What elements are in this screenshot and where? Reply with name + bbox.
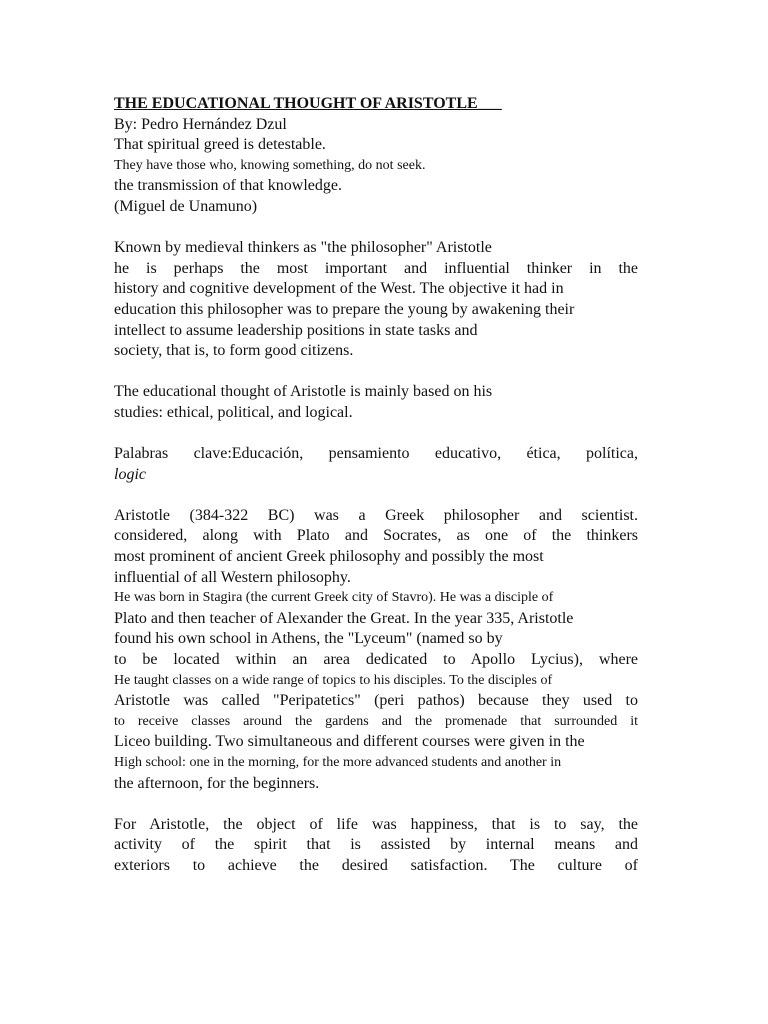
bio-line: the afternoon, for the beginners. [114, 774, 320, 792]
intro-line: education this philosopher was to prepare the young by awakening their [114, 300, 575, 318]
basis-line: The educational thought of Aristotle is mainly based on his [114, 383, 493, 401]
bio-line: influential of all Western philosophy. [114, 568, 351, 586]
intro-line: society, that is, to form good citizens. [114, 342, 354, 360]
epigraph-attribution: (Miguel de Unamuno) [114, 197, 258, 215]
intro-line: intellect to assume leadership positions in state tasks and [114, 321, 478, 339]
bio-line: found his own school in Athens, the "Lyceum" (named so by [114, 630, 503, 648]
paragraph-gap [114, 794, 638, 815]
keywords-line: logic [114, 465, 146, 483]
bio-line: to receive classes around the gardens and the promenade that surrounded it [114, 713, 638, 729]
bio-line: to be located within an area dedicated to Apollo Lycius), where [114, 651, 638, 669]
paragraph-gap [114, 485, 638, 506]
keywords-line: Palabras clave:Educación, pensamiento educativo, ética, política, [114, 445, 638, 463]
paragraph-gap [114, 362, 638, 383]
document-body [114, 94, 638, 877]
paragraph-gap [114, 218, 638, 239]
intro-line: he is perhaps the most important and influential thinker in the [114, 259, 638, 277]
bio-line: most prominent of ancient Greek philosophy and possibly the most [114, 548, 544, 566]
bio-line: Liceo building. Two simultaneous and different courses were given in the [114, 733, 585, 751]
happiness-line: exteriors to achieve the desired satisfaction. The culture of [114, 856, 638, 874]
epigraph-line: the transmission of that knowledge. [114, 177, 342, 195]
basis-line: studies: ethical, political, and logical. [114, 403, 353, 421]
bio-line: He was born in Stagira (the current Greek city of Stavro). He was a disciple of [114, 590, 554, 606]
bio-line: He taught classes on a wide range of topics to his disciples. To the disciples of [114, 672, 553, 688]
bio-line: Aristotle was called "Peripatetics" (peri pathos) because they used to [114, 692, 638, 710]
happiness-line: activity of the spirit that is assisted by internal means and [114, 836, 638, 854]
bio-line: Aristotle (384-322 BC) was a Greek philosopher and scientist. [114, 506, 638, 524]
bio-line: considered, along with Plato and Socrates, as one of the thinkers [114, 527, 638, 545]
paragraph-gap [114, 424, 638, 445]
bio-line: High school: one in the morning, for the more advanced students and another in [114, 755, 562, 770]
intro-line: history and cognitive development of the West. The objective it had in [114, 280, 564, 298]
happiness-line: For Aristotle, the object of life was happiness, that is to say, the [114, 815, 638, 833]
intro-line: Known by medieval thinkers as "the philosopher" Aristotle [114, 239, 492, 257]
document-title: THE EDUCATIONAL THOUGHT OF ARISTOTLE___ [114, 95, 502, 112]
bio-line: Plato and then teacher of Alexander the Great. In the year 335, Aristotle [114, 609, 574, 627]
epigraph-line: They have those who, knowing something, do not seek. [114, 157, 426, 173]
author-byline: By: Pedro Hernández Dzul [114, 115, 287, 133]
epigraph-line: That spiritual greed is detestable. [114, 136, 326, 154]
